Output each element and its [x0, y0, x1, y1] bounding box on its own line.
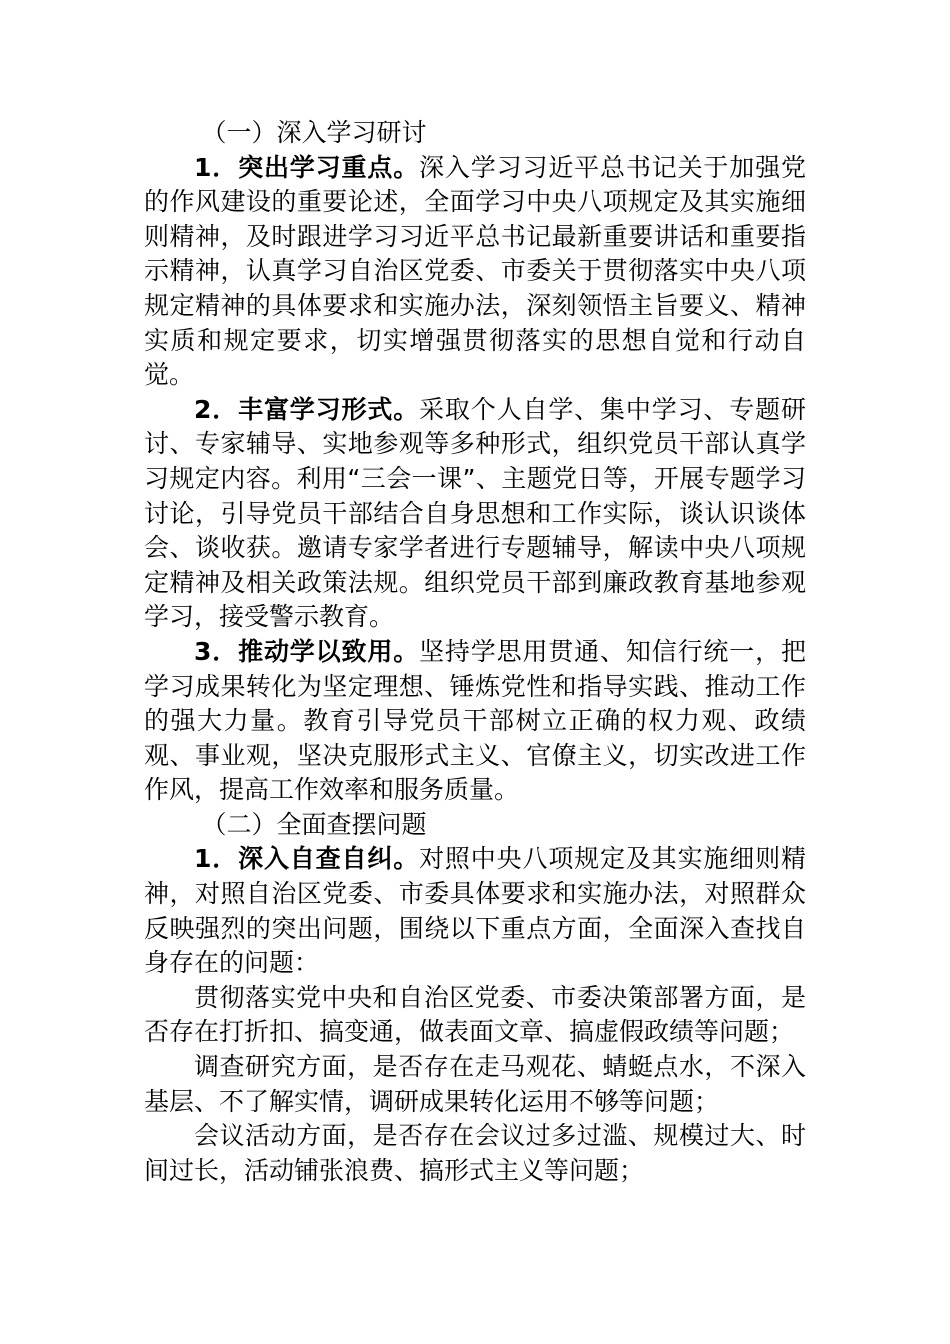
section-2-paragraph-2: 调查研究方面，是否存在走马观花、蜻蜓点水，不深入基层、不了解实情，调研成果转化运用不够等问题；: [144, 1052, 806, 1116]
document-body: [144, 116, 806, 1188]
section-1-item-1-text: 深入学习习近平总书记关于加强党的作风建设的重要论述，全面学习中央八项规定及其实施细则精神，及时跟进学习习近平总书记最新重要讲话和重要指示精神，认真学习自治区党委、市委关于贯彻落实中央八项规定精神的具体要求和实施办法，深刻领悟主旨要义、精神实质和规定要求，切实增强贯彻落实的思想自觉和行动自觉。: [144, 152, 806, 390]
section-1-heading: [144, 116, 806, 151]
section-1-item-1-lead: 1．突出学习重点。: [194, 152, 420, 182]
section-1-item-3: [144, 635, 806, 808]
section-1-item-2-text: 采取个人自学、集中学习、专题研讨、专家辅导、实地参观等多种形式，组织党员干部认真学习规定内容。利用“三会一课”、主题党日等，开展专题学习讨论，引导党员干部结合自身思想和工作实际，谈认识谈体会、谈收获。邀请专家学者进行专题辅导，解读中央八项规定精神及相关政策法规。组织党员干部到廉政教育基地参观学习，接受警示教育。: [144, 394, 806, 632]
section-2-item-1-lead: 1．深入自查自纠。: [194, 844, 420, 874]
section-2-heading-text: （二）全面查摆问题: [201, 809, 427, 839]
section-2-item-1: [144, 842, 806, 980]
section-1-heading-text: （一）深入学习研讨: [201, 118, 427, 147]
section-1-item-3-lead: 3．推动学以致用。: [194, 636, 420, 666]
section-1-item-2: [144, 393, 806, 635]
section-2-item-1-text: 对照中央八项规定及其实施细则精神，对照自治区党委、市委具体要求和实施办法，对照群众反映强烈的突出问题，围绕以下重点方面，全面深入查找自身存在的问题：: [144, 844, 806, 978]
section-2-paragraph-1: 贯彻落实党中央和自治区党委、市委决策部署方面，是否存在打折扣、搞变通，做表面文章、搞虚假政绩等问题；: [144, 982, 806, 1047]
section-1-item-3-text: 坚持学思用贯通、知信行统一，把学习成果转化为坚定理想、锤炼党性和指导实践、推动工作的强大力量。教育引导党员干部树立正确的权力观、政绩观、事业观，坚决克服形式主义、官僚主义，切实改进工作作风，提高工作效率和服务质量。: [144, 636, 806, 805]
section-2-heading: [144, 808, 806, 843]
section-1-item-1: [144, 151, 806, 393]
section-2-paragraph-3: 会议活动方面，是否存在会议过多过滥、规模过大、时间过长，活动铺张浪费、搞形式主义等问题；: [144, 1121, 806, 1185]
section-1-item-2-lead: 2．丰富学习形式。: [194, 394, 420, 424]
